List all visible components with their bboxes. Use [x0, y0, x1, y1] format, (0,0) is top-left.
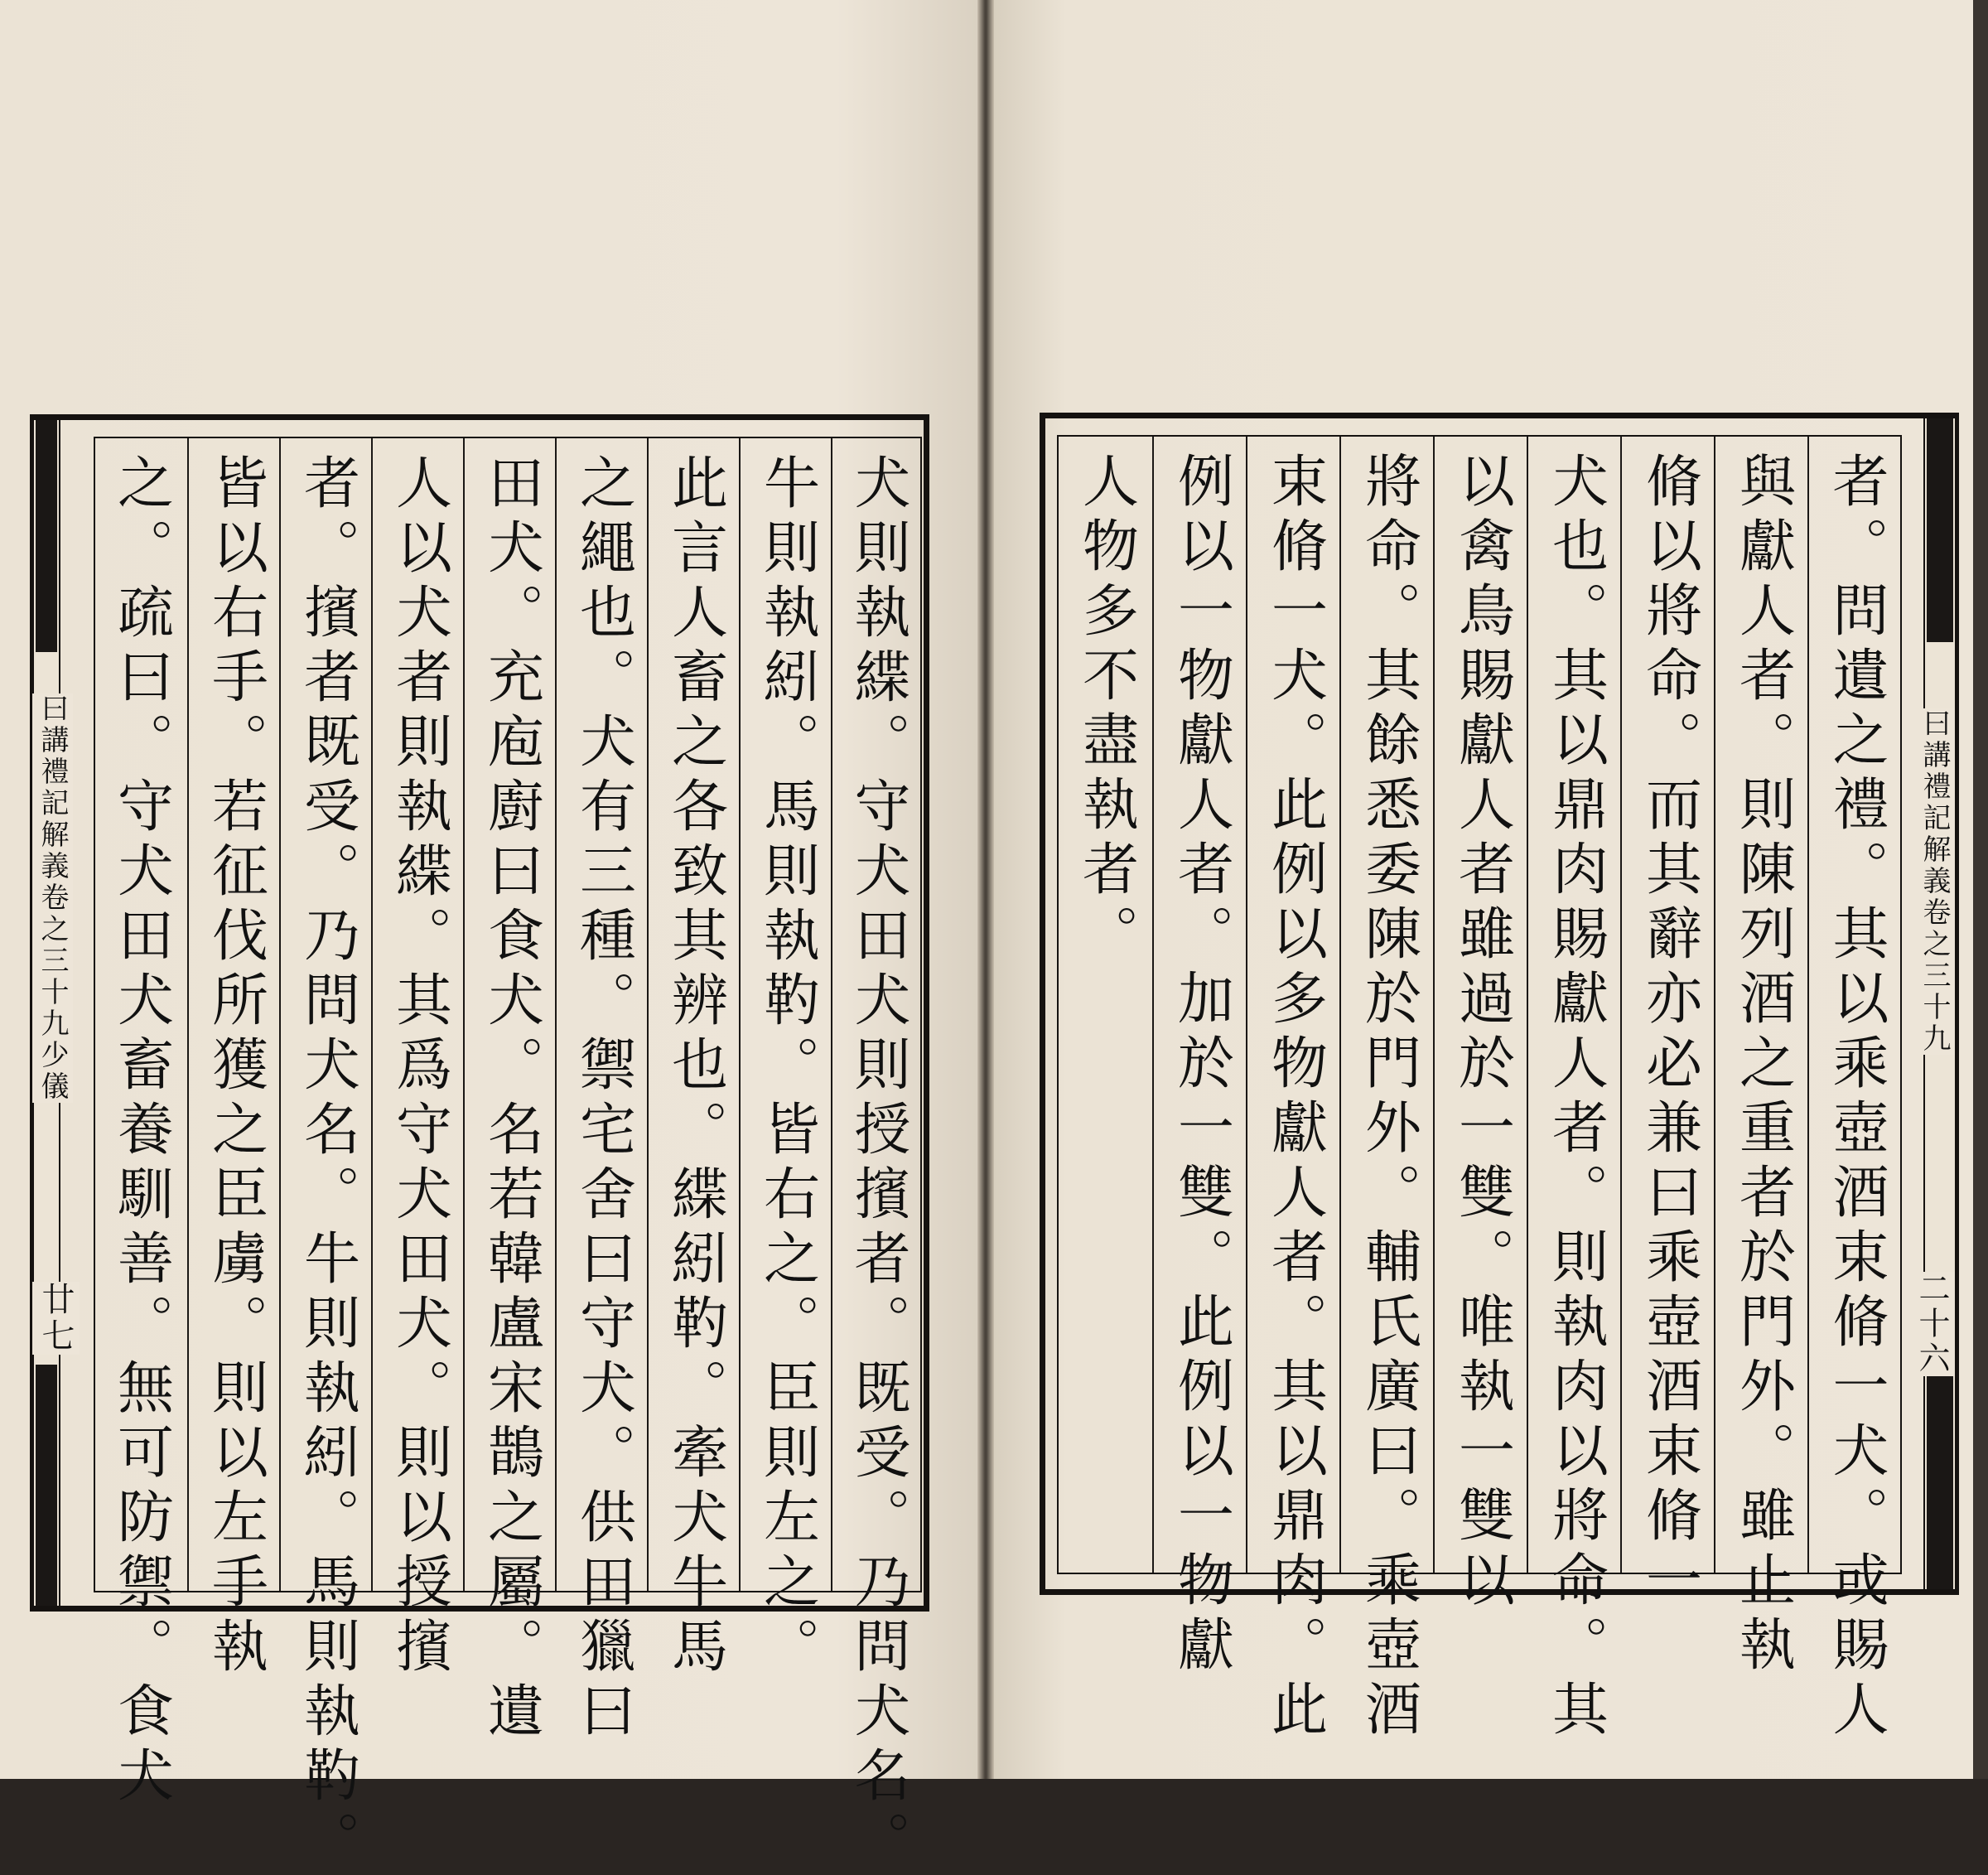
- left-column-text: 皆以右手。若征伐所獲之臣虜。則以左手執: [202, 453, 268, 1681]
- right-column-5: [1433, 437, 1528, 1615]
- right-column-text: 與獻人者。則陳列酒之重者於門外。雖止執: [1730, 452, 1796, 1679]
- right-column-1: [1807, 437, 1902, 1744]
- left-column-9: [95, 438, 186, 1810]
- left-fish-tail-top: [36, 420, 57, 652]
- left-column-text: 此言人畜之各致其辨也。緤紖靮。牽犬牛馬: [662, 453, 728, 1681]
- left-print-frame: [30, 414, 929, 1875]
- left-column-text: 者。擯者既受。乃問犬名。牛則執紖。馬則執靮。: [294, 453, 360, 1875]
- right-fish-tail-top: [1927, 418, 1953, 642]
- right-column-text: 例以一物獻人者。加於一雙。此例以一物獻: [1168, 452, 1234, 1679]
- right-margin-title: 曰講禮記解義卷之三十九: [1914, 708, 1955, 1055]
- left-column-text: 人以犬者則執緤。其爲守犬田犬。則以授擯: [386, 453, 452, 1681]
- right-column-7: [1246, 437, 1341, 1744]
- right-column-text: 脩以將命。而其辭亦必兼曰乘壺酒束脩一: [1636, 452, 1702, 1615]
- right-column-text: 將命。其餘悉委陳於門外。輔氏廣曰。乘壺酒: [1355, 452, 1421, 1744]
- left-column-8: [187, 438, 281, 1681]
- right-fish-tail-bottom: [1927, 1346, 1953, 1589]
- left-margin-folio: 廿七: [32, 1282, 80, 1355]
- left-column-text: 之繩也。犬有三種。禦宅舍曰守犬。供田獵曰: [570, 453, 636, 1746]
- right-column-text: 者。問遺之禮。其以乘壺酒束脩一犬。或賜人: [1823, 452, 1889, 1744]
- right-margin-folio: 二十六: [1909, 1272, 1955, 1376]
- left-column-4: [555, 438, 649, 1746]
- left-column-text: 田犬。充庖廚曰食犬。名若韓盧宋鵲之屬。遺: [478, 453, 544, 1746]
- right-print-frame: [1040, 413, 1959, 1744]
- left-column-6: [371, 438, 465, 1681]
- left-column-text: 犬則執緤。守犬田犬則授擯者。既受。乃問犬名。: [845, 453, 910, 1875]
- right-column-3: [1620, 437, 1715, 1615]
- right-column-text: 犬也。其以鼎肉賜獻人者。則執肉以將命。其: [1542, 452, 1609, 1744]
- book-gutter: [977, 0, 994, 1779]
- left-column-text: 之。疏曰。守犬田犬畜養馴善。無可防禦。食犬: [108, 453, 174, 1810]
- left-text-grid: [94, 437, 922, 1875]
- right-column-2: [1714, 437, 1809, 1679]
- left-column-3: [647, 438, 741, 1681]
- left-margin-title: 曰講禮記解義卷之三十九少儀: [32, 693, 73, 1103]
- left-column-5: [463, 438, 557, 1746]
- right-column-9: [1059, 437, 1152, 1573]
- right-column-text: 束脩一犬。此例以多物獻人者。其以鼎肉。此: [1262, 452, 1328, 1744]
- left-column-7: [279, 438, 373, 1875]
- left-column-text: 牛則執紖。馬則執靮。皆右之。臣則左之。: [754, 453, 820, 1681]
- right-column-4: [1527, 437, 1622, 1744]
- right-column-6: [1339, 437, 1435, 1744]
- left-column-1: [831, 438, 922, 1875]
- left-fish-tail-bottom: [36, 1365, 57, 1606]
- left-column-2: [739, 438, 832, 1681]
- right-text-grid: [1057, 435, 1902, 1744]
- right-column-8: [1152, 437, 1247, 1679]
- right-column-text: 以禽鳥賜獻人者雖過於一雙。唯執一雙以: [1449, 452, 1515, 1615]
- right-column-text: 人物多不盡執者。: [1073, 452, 1139, 969]
